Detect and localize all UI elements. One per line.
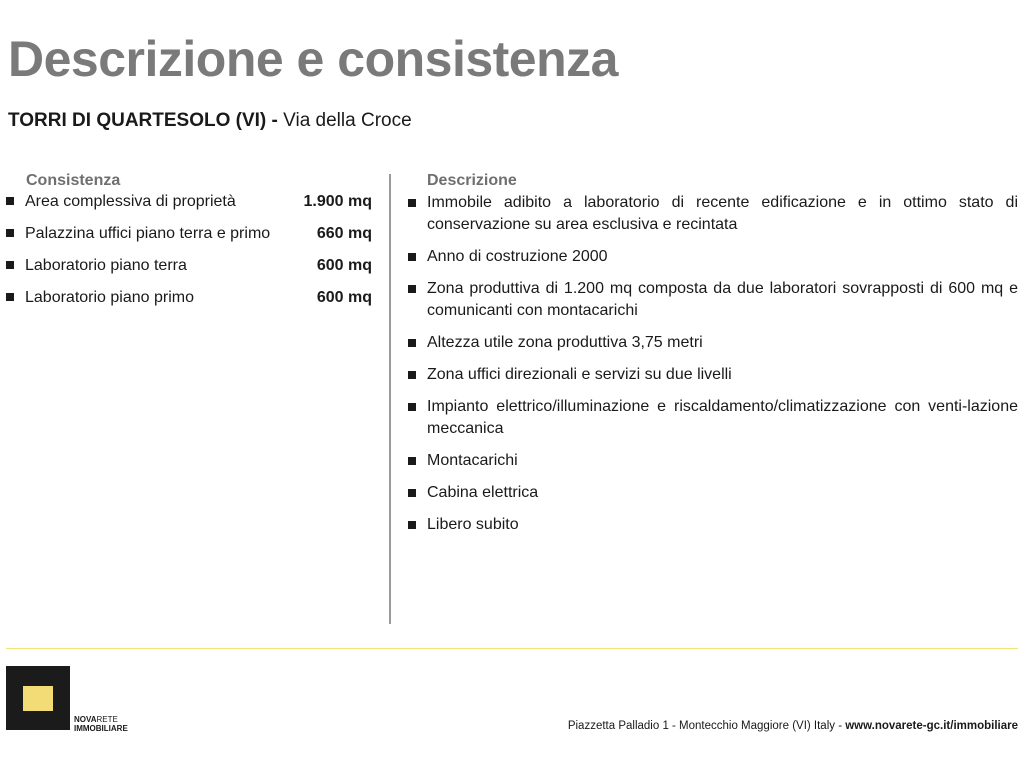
descrizione-list: [408, 192, 1018, 546]
consistenza-value: 600 mq: [316, 289, 372, 306]
consistenza-label: Laboratorio piano terra: [25, 257, 187, 274]
consistenza-label: Laboratorio piano primo: [25, 289, 194, 306]
page-title: Descrizione e consistenza: [8, 31, 618, 87]
descrizione-text: Zona produttiva di 1.200 mq composta da due laboratori sovrapposti di 600 mq e comunicanti con montacarichi: [427, 280, 1018, 319]
consistenza-item: [6, 193, 372, 225]
website-link[interactable]: www.novarete-gc.it/immobiliare: [845, 720, 1018, 732]
descrizione-text: Libero subito: [427, 516, 519, 533]
consistenza-item: [6, 257, 372, 289]
novarete-logo: [6, 666, 70, 730]
descrizione-text: Immobile adibito a laboratorio di recente edificazione e in ottimo stato di conservazione su area esclusiva e recintata: [427, 194, 1018, 233]
consistenza-item: [6, 289, 372, 321]
square-bullet-icon: [408, 285, 416, 293]
square-bullet-icon: [408, 199, 416, 207]
descrizione-item: [408, 450, 1018, 472]
square-bullet-icon: [408, 403, 416, 411]
square-bullet-icon: [408, 489, 416, 497]
brand-part-1: NOVA: [74, 715, 97, 724]
descrizione-text: Zona uffici direzionali e servizi su due livelli: [427, 366, 732, 383]
descrizione-item: [408, 514, 1018, 536]
descrizione-heading: Descrizione: [427, 172, 517, 189]
street-label: Via della Croce: [283, 110, 412, 131]
brand-part-2: RETE: [96, 715, 118, 724]
descrizione-text: Impianto elettrico/illuminazione e riscaldamento/climatizzazione con venti-lazione meccanica: [427, 398, 1018, 437]
descrizione-item: [408, 332, 1018, 354]
square-bullet-icon: [408, 253, 416, 261]
footer-address: [568, 720, 1018, 732]
descrizione-text: Montacarichi: [427, 452, 518, 469]
logo-square-icon: [23, 686, 53, 711]
square-bullet-icon: [408, 521, 416, 529]
consistenza-heading: Consistenza: [26, 172, 121, 189]
square-bullet-icon: [6, 229, 14, 237]
square-bullet-icon: [408, 339, 416, 347]
square-bullet-icon: [408, 457, 416, 465]
consistenza-list: [6, 193, 372, 321]
address-text: Piazzetta Palladio 1 - Montecchio Maggiore (VI) Italy -: [567, 720, 843, 732]
footer-rule: [6, 648, 1018, 649]
consistenza-value: 1.900 mq: [303, 193, 372, 210]
consistenza-value: 600 mq: [316, 257, 372, 274]
descrizione-item: [408, 246, 1018, 268]
descrizione-text: Anno di costruzione 2000: [427, 248, 608, 265]
square-bullet-icon: [6, 293, 14, 301]
descrizione-item: [408, 482, 1018, 504]
location-label: TORRI DI QUARTESOLO (VI) -: [8, 110, 278, 131]
square-bullet-icon: [6, 261, 14, 269]
descrizione-item: [408, 192, 1018, 236]
brand-part-3: IMMOBILIARE: [74, 724, 128, 733]
consistenza-item: [6, 225, 372, 257]
consistenza-value: 660 mq: [316, 225, 372, 242]
column-divider: [389, 174, 391, 624]
descrizione-text: Altezza utile zona produttiva 3,75 metri: [427, 334, 703, 351]
descrizione-item: [408, 396, 1018, 440]
square-bullet-icon: [408, 371, 416, 379]
square-bullet-icon: [6, 197, 14, 205]
descrizione-text: Cabina elettrica: [427, 484, 539, 501]
consistenza-label: Palazzina uffici piano terra e primo: [25, 225, 271, 242]
brand-name: [74, 715, 128, 733]
descrizione-item: [408, 278, 1018, 322]
consistenza-label: Area complessiva di proprietà: [25, 193, 236, 210]
subtitle: [8, 110, 412, 133]
descrizione-item: [408, 364, 1018, 386]
